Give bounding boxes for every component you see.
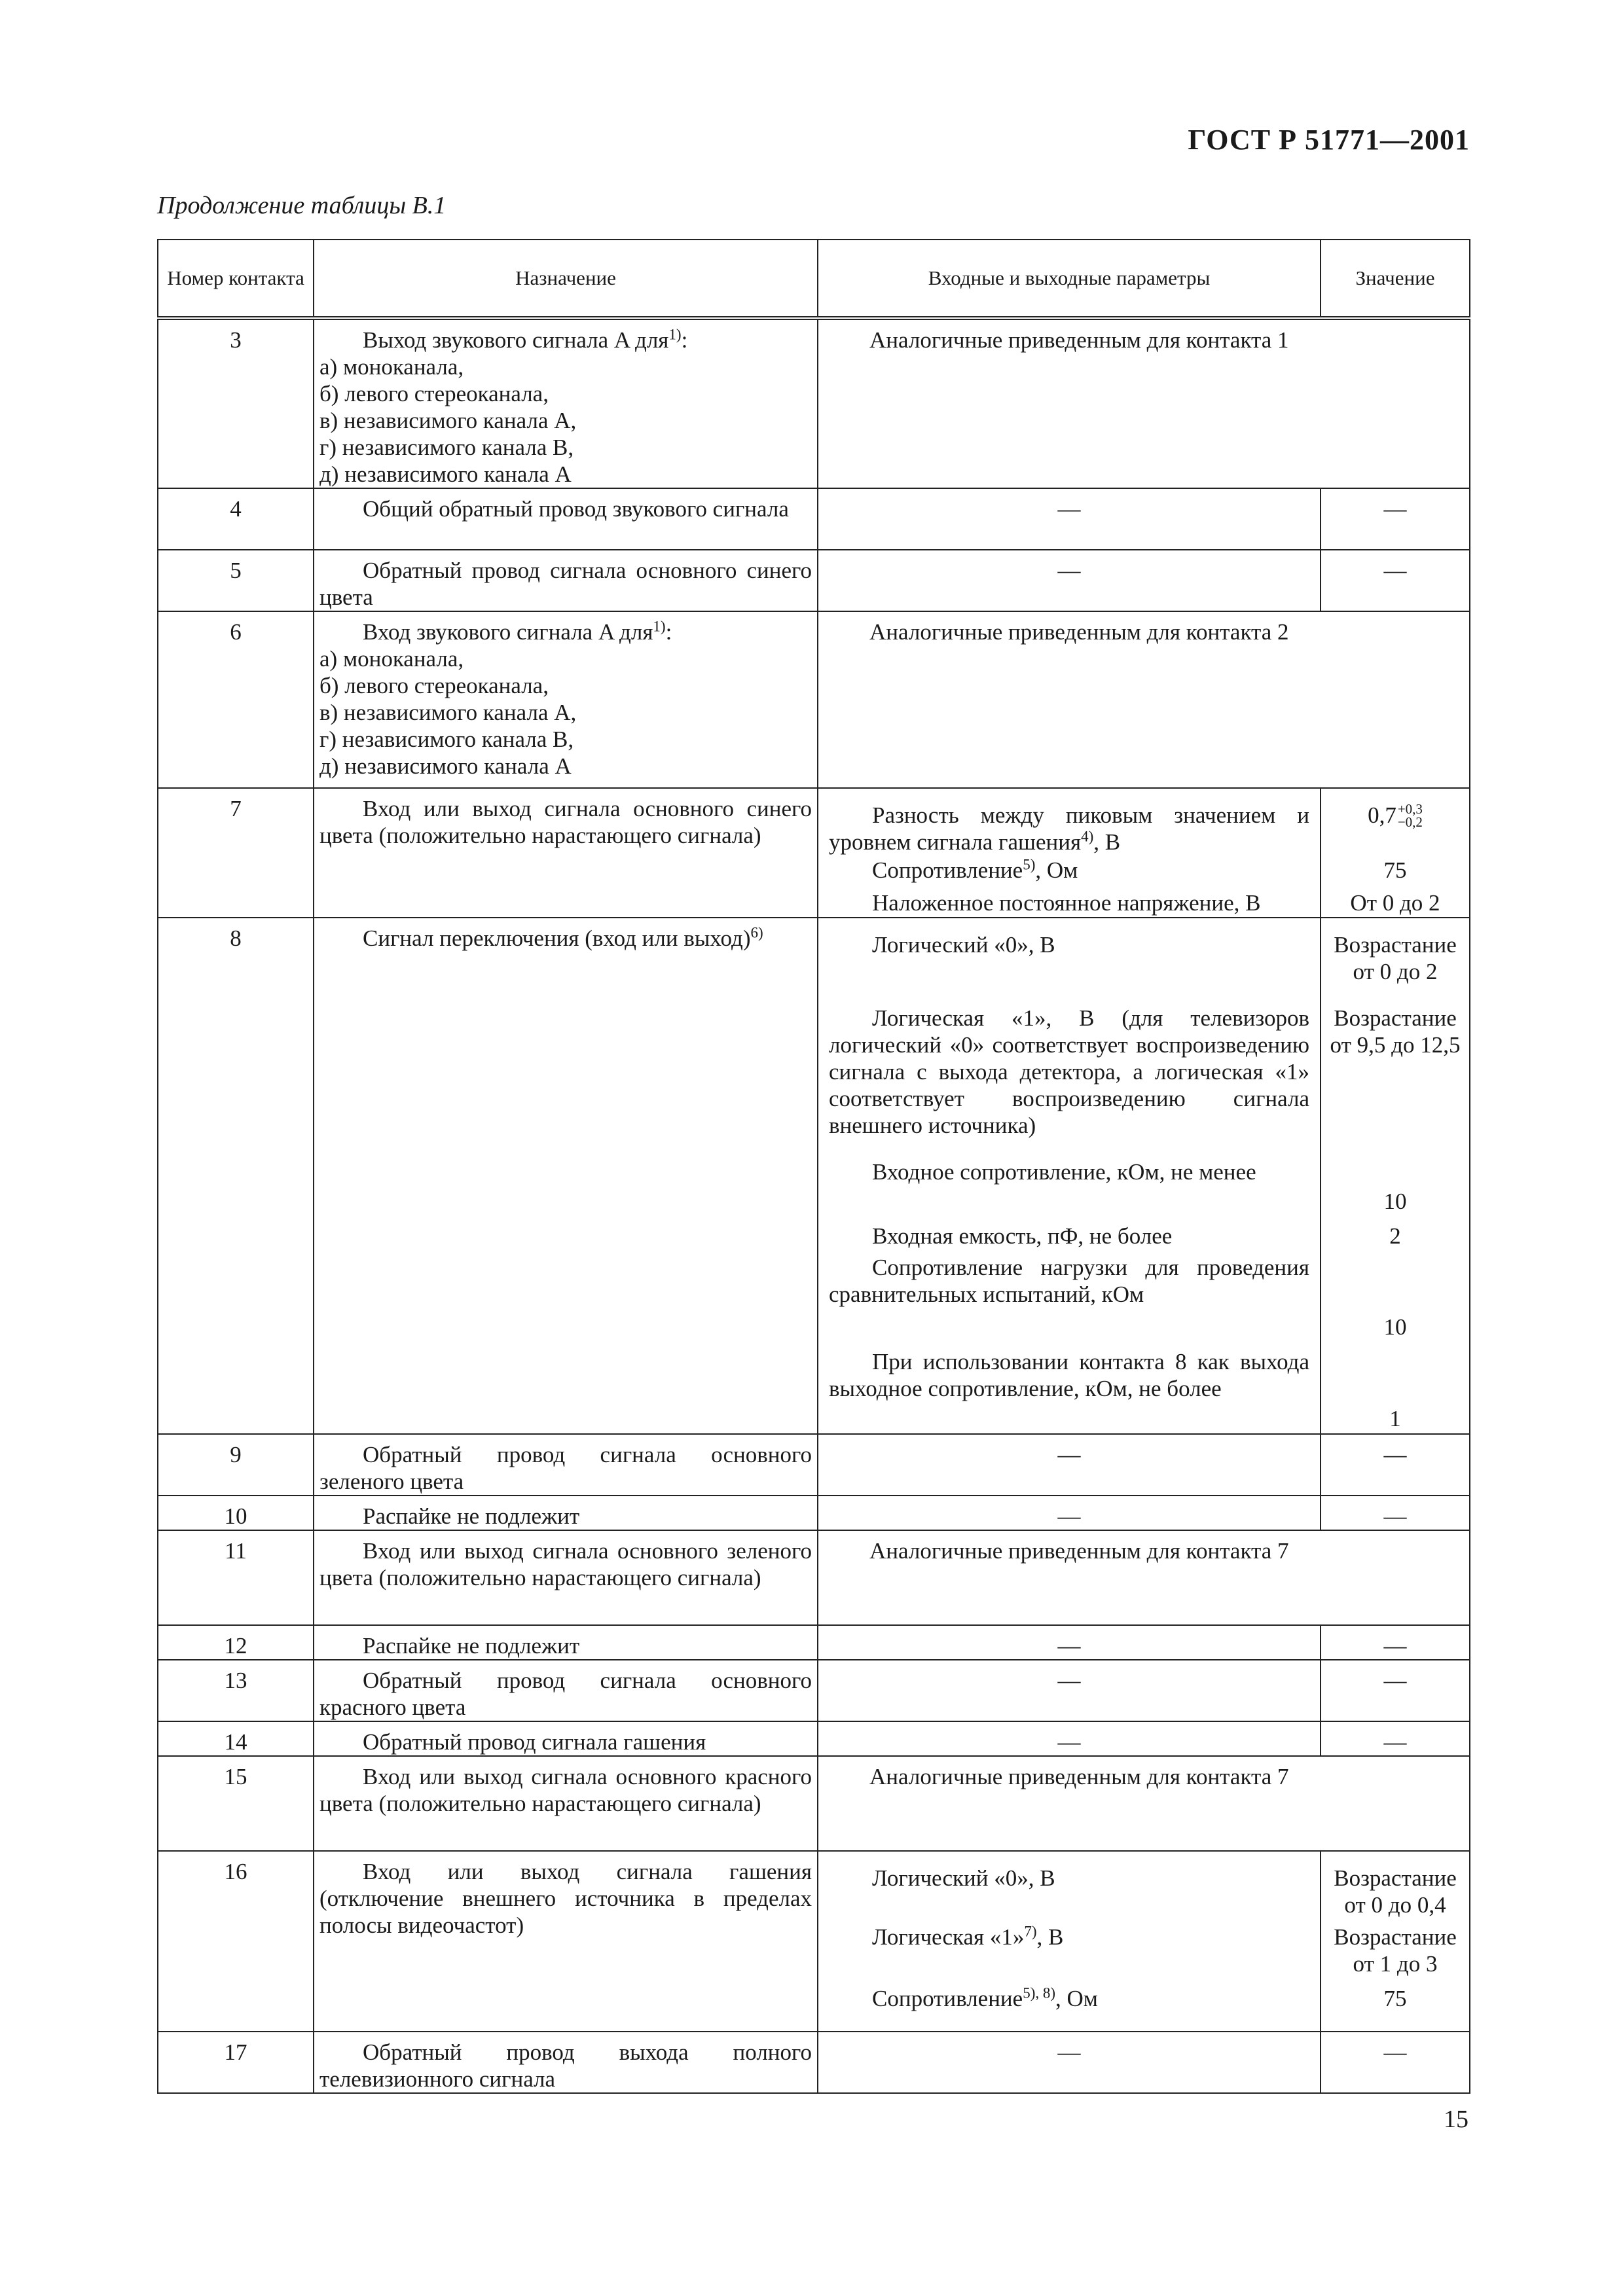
contact-purpose bbox=[314, 488, 818, 550]
purpose-lead bbox=[319, 495, 812, 522]
table-header-row bbox=[158, 240, 1470, 318]
purpose-lead-text: Вход или выход сигнала основного красного цвета (положительно нарастающего сигнала) bbox=[319, 1764, 812, 1816]
contact-number: 15 bbox=[158, 1756, 314, 1851]
value-text: 75 bbox=[1383, 857, 1407, 883]
value-text: 10 bbox=[1383, 1189, 1407, 1214]
col-header-params: Входные и выходные параметры bbox=[818, 240, 1321, 318]
value-text: 10 bbox=[1383, 1314, 1407, 1340]
param-text: Наложенное постоянное напряжение, В bbox=[872, 890, 1261, 916]
purpose-lead bbox=[319, 1858, 812, 1939]
value-dash: — bbox=[1321, 550, 1470, 611]
params-cell bbox=[818, 918, 1321, 1434]
purpose-lead-text: Распайке не подлежит bbox=[363, 1503, 580, 1529]
table-row bbox=[158, 611, 1470, 788]
purpose-subitem: а) моноканала, bbox=[319, 354, 464, 380]
contact-number: 11 bbox=[158, 1530, 314, 1625]
param-item bbox=[824, 1216, 1315, 1247]
param-item bbox=[824, 795, 1315, 855]
contact-purpose bbox=[314, 550, 818, 611]
value-item bbox=[1326, 998, 1464, 1152]
table-row bbox=[158, 550, 1470, 611]
params-list bbox=[824, 795, 1315, 917]
table-caption: Продолжение таблицы В.1 bbox=[157, 192, 447, 219]
value-item bbox=[1326, 1858, 1464, 1917]
params-dash: — bbox=[818, 488, 1321, 550]
tolerance bbox=[1398, 802, 1423, 829]
value-text: 1 bbox=[1389, 1406, 1401, 1431]
param-text: Разность между пиковым значением и уровнем сигнала гашения bbox=[829, 802, 1309, 855]
contact-purpose bbox=[314, 1756, 818, 1851]
contact-number: 7 bbox=[158, 788, 314, 918]
purpose-subitem: б) левого стереоканала, bbox=[319, 673, 549, 698]
value-text: 0,7 bbox=[1368, 802, 1396, 828]
value-item bbox=[1326, 925, 1464, 998]
contact-number: 8 bbox=[158, 918, 314, 1434]
value-item bbox=[1326, 1342, 1464, 1433]
purpose-subitem: д) независимого канала A bbox=[319, 461, 572, 487]
purpose-lead bbox=[319, 1632, 812, 1659]
purpose-lead bbox=[319, 925, 812, 952]
table-row bbox=[158, 318, 1470, 488]
contact-number: 9 bbox=[158, 1434, 314, 1496]
footnote-ref: 1) bbox=[653, 618, 666, 635]
purpose-lead bbox=[319, 1503, 812, 1530]
params-reference bbox=[818, 1530, 1470, 1625]
param-item bbox=[824, 1247, 1315, 1342]
contact-number: 3 bbox=[158, 318, 314, 488]
purpose-lead bbox=[319, 1763, 812, 1817]
table-row bbox=[158, 1496, 1470, 1530]
values-list bbox=[1326, 1858, 1464, 2031]
value-text: Возрастание от 1 до 3 bbox=[1334, 1924, 1457, 1977]
purpose-lead-text: Вход или выход сигнала основного синего цвета (положительно нарастающего сигнала) bbox=[319, 796, 812, 848]
value-dash: — bbox=[1321, 1496, 1470, 1530]
reference-text: Аналогичные приведенным для контакта 1 bbox=[869, 327, 1289, 353]
params-reference bbox=[818, 318, 1470, 488]
purpose-lead-tail: : bbox=[665, 619, 672, 645]
value-text: Возрастание от 9,5 до 12,5 bbox=[1330, 1005, 1461, 1058]
purpose-subitem: г) независимого канала B, bbox=[319, 726, 574, 752]
param-item bbox=[824, 1342, 1315, 1433]
value-text: 2 bbox=[1389, 1223, 1401, 1249]
param-text: Сопротивление нагрузки для проведения сравнительных испытаний, кОм bbox=[829, 1255, 1309, 1307]
value-item bbox=[1326, 1979, 1464, 2031]
table-row bbox=[158, 488, 1470, 550]
purpose-subitem: б) левого стереоканала, bbox=[319, 381, 549, 406]
purpose-subitem: а) моноканала, bbox=[319, 646, 464, 672]
col-header-purpose: Назначение bbox=[314, 240, 818, 318]
footnote-ref: 6) bbox=[750, 924, 763, 941]
param-text: Сопротивление bbox=[872, 1986, 1023, 2011]
table-row bbox=[158, 1530, 1470, 1625]
param-tail: , В bbox=[1036, 1924, 1064, 1950]
params-cell bbox=[818, 1851, 1321, 2032]
params-reference bbox=[818, 1756, 1470, 1851]
purpose-lead bbox=[319, 1729, 812, 1755]
purpose-subitem: д) независимого канала A bbox=[319, 753, 572, 779]
contacts-table bbox=[157, 239, 1470, 2094]
table-row bbox=[158, 1721, 1470, 1756]
contact-number: 13 bbox=[158, 1660, 314, 1721]
params-dash: — bbox=[818, 550, 1321, 611]
contact-number: 10 bbox=[158, 1496, 314, 1530]
purpose-subitem: г) независимого канала B, bbox=[319, 435, 574, 460]
purpose-lead-text: Вход звукового сигнала A для bbox=[363, 619, 653, 645]
params-dash: — bbox=[818, 2032, 1321, 2093]
contact-number: 17 bbox=[158, 2032, 314, 2093]
contact-number: 5 bbox=[158, 550, 314, 611]
purpose-lead-text: Обратный провод сигнала основного синего цвета bbox=[319, 558, 812, 610]
purpose-lead bbox=[319, 327, 812, 353]
table-row bbox=[158, 2032, 1470, 2093]
reference-text: Аналогичные приведенным для контакта 7 bbox=[869, 1764, 1289, 1789]
page-number: 15 bbox=[1444, 2106, 1468, 2133]
params-list bbox=[824, 925, 1315, 1433]
value-item bbox=[1326, 850, 1464, 883]
value-dash: — bbox=[1321, 1625, 1470, 1660]
contact-purpose bbox=[314, 1496, 818, 1530]
value-dash: — bbox=[1321, 488, 1470, 550]
param-text: Логическая «1», В (для телевизоров логический «0» соответствует воспроизведению сигнала с выхода детектора, а логическая «1» соответствует воспроизведению сигнала внешнего источника) bbox=[829, 1005, 1309, 1138]
value-item bbox=[1326, 883, 1464, 917]
value-dash: — bbox=[1321, 1434, 1470, 1496]
value-cell bbox=[1321, 1851, 1470, 2032]
tolerance-upper: +0,3 bbox=[1397, 801, 1423, 817]
col-header-number: Номер контакта bbox=[158, 240, 314, 318]
param-item bbox=[824, 925, 1315, 998]
value-text: Возрастание от 0 до 2 bbox=[1334, 932, 1457, 984]
params-reference bbox=[818, 611, 1470, 788]
param-text: Входная емкость, пФ, не более bbox=[872, 1223, 1173, 1249]
table-body bbox=[158, 318, 1470, 2093]
tolerance-lower: −0,2 bbox=[1397, 814, 1423, 830]
contact-purpose bbox=[314, 318, 818, 488]
value-dash: — bbox=[1321, 2032, 1470, 2093]
contact-purpose bbox=[314, 1851, 818, 2032]
footnote-ref: 7) bbox=[1024, 1923, 1037, 1940]
standard-code: ГОСТ Р 51771—2001 bbox=[1188, 124, 1470, 156]
param-item bbox=[824, 1979, 1315, 2031]
value-item bbox=[1326, 795, 1464, 850]
purpose-lead-tail: : bbox=[681, 327, 688, 353]
value-item bbox=[1326, 1216, 1464, 1247]
value-item bbox=[1326, 1152, 1464, 1216]
values-list bbox=[1326, 925, 1464, 1433]
col-header-value: Значение bbox=[1321, 240, 1470, 318]
contact-purpose bbox=[314, 1530, 818, 1625]
table-row bbox=[158, 1851, 1470, 2032]
value-dash: — bbox=[1321, 1660, 1470, 1721]
params-dash: — bbox=[818, 1721, 1321, 1756]
params-dash: — bbox=[818, 1496, 1321, 1530]
purpose-lead-text: Обратный провод выхода полного телевизионного сигнала bbox=[319, 2039, 812, 2092]
purpose-lead bbox=[319, 1441, 812, 1495]
table-row bbox=[158, 918, 1470, 1434]
values-list bbox=[1326, 795, 1464, 917]
purpose-lead-text: Вход или выход сигнала гашения (отключение внешнего источника в пределах полосы видеочастот) bbox=[319, 1859, 812, 1938]
value-item bbox=[1326, 1917, 1464, 1979]
contact-number: 4 bbox=[158, 488, 314, 550]
params-dash: — bbox=[818, 1434, 1321, 1496]
contact-number: 16 bbox=[158, 1851, 314, 2032]
params-cell bbox=[818, 788, 1321, 918]
footnote-ref: 1) bbox=[668, 326, 682, 343]
purpose-lead-text: Распайке не подлежит bbox=[363, 1633, 580, 1659]
contact-purpose bbox=[314, 918, 818, 1434]
value-cell bbox=[1321, 918, 1470, 1434]
param-text: Входное сопротивление, кОм, не менее bbox=[872, 1159, 1256, 1185]
table-row bbox=[158, 1756, 1470, 1851]
param-item bbox=[824, 883, 1315, 917]
value-cell bbox=[1321, 788, 1470, 918]
param-text: При использовании контакта 8 как выхода выходное сопротивление, кОм, не более bbox=[829, 1349, 1309, 1401]
purpose-lead bbox=[319, 619, 812, 645]
contact-purpose bbox=[314, 611, 818, 788]
purpose-lead bbox=[319, 2039, 812, 2092]
value-text: От 0 до 2 bbox=[1350, 890, 1440, 916]
params-dash: — bbox=[818, 1625, 1321, 1660]
purpose-lead-text: Обратный провод сигнала основного зеленого цвета bbox=[319, 1442, 812, 1494]
purpose-lead-text: Обратный провод сигнала гашения bbox=[363, 1729, 706, 1755]
param-item bbox=[824, 1152, 1315, 1216]
purpose-lead bbox=[319, 1537, 812, 1591]
table-row bbox=[158, 1625, 1470, 1660]
param-text: Сопротивление bbox=[872, 857, 1023, 883]
value-dash: — bbox=[1321, 1721, 1470, 1756]
params-list bbox=[824, 1858, 1315, 2031]
purpose-lead-text: Общий обратный провод звукового сигнала bbox=[363, 496, 789, 522]
footnote-ref: 4) bbox=[1081, 828, 1094, 845]
contact-purpose bbox=[314, 1434, 818, 1496]
table-row bbox=[158, 788, 1470, 918]
purpose-lead bbox=[319, 1667, 812, 1721]
contact-purpose bbox=[314, 788, 818, 918]
contact-purpose bbox=[314, 1660, 818, 1721]
value-item bbox=[1326, 1247, 1464, 1342]
param-item bbox=[824, 1917, 1315, 1979]
param-text: Логический «0», В bbox=[872, 932, 1055, 958]
contact-number: 6 bbox=[158, 611, 314, 788]
purpose-lead-text: Выход звукового сигнала A для bbox=[363, 327, 669, 353]
value-text: 75 bbox=[1383, 1986, 1407, 2011]
purpose-lead-text: Сигнал переключения (вход или выход) bbox=[363, 925, 751, 951]
param-tail: , В bbox=[1093, 829, 1121, 855]
contact-number: 12 bbox=[158, 1625, 314, 1660]
purpose-lead bbox=[319, 557, 812, 611]
footnote-ref: 5), 8) bbox=[1023, 1984, 1056, 2001]
reference-text: Аналогичные приведенным для контакта 7 bbox=[869, 1538, 1289, 1564]
param-tail: , Ом bbox=[1035, 857, 1078, 883]
params-dash: — bbox=[818, 1660, 1321, 1721]
purpose-lead bbox=[319, 795, 812, 849]
param-tail: , Ом bbox=[1055, 1986, 1098, 2011]
table-row bbox=[158, 1434, 1470, 1496]
contact-purpose bbox=[314, 1721, 818, 1756]
param-item bbox=[824, 1858, 1315, 1917]
purpose-lead-text: Вход или выход сигнала основного зеленого цвета (положительно нарастающего сигнала) bbox=[319, 1538, 812, 1590]
value-text: Возрастание от 0 до 0,4 bbox=[1334, 1865, 1457, 1918]
purpose-subitem: в) независимого канала A, bbox=[319, 700, 577, 725]
purpose-lead-text: Обратный провод сигнала основного красного цвета bbox=[319, 1668, 812, 1720]
reference-text: Аналогичные приведенным для контакта 2 bbox=[869, 619, 1289, 645]
purpose-subitem: в) независимого канала A, bbox=[319, 408, 577, 433]
param-item bbox=[824, 998, 1315, 1152]
param-text: Логическая «1» bbox=[872, 1924, 1025, 1950]
param-text: Логический «0», В bbox=[872, 1865, 1055, 1891]
contact-purpose bbox=[314, 1625, 818, 1660]
contact-number: 14 bbox=[158, 1721, 314, 1756]
table-row bbox=[158, 1660, 1470, 1721]
contact-purpose bbox=[314, 2032, 818, 2093]
footnote-ref: 5) bbox=[1023, 856, 1036, 873]
